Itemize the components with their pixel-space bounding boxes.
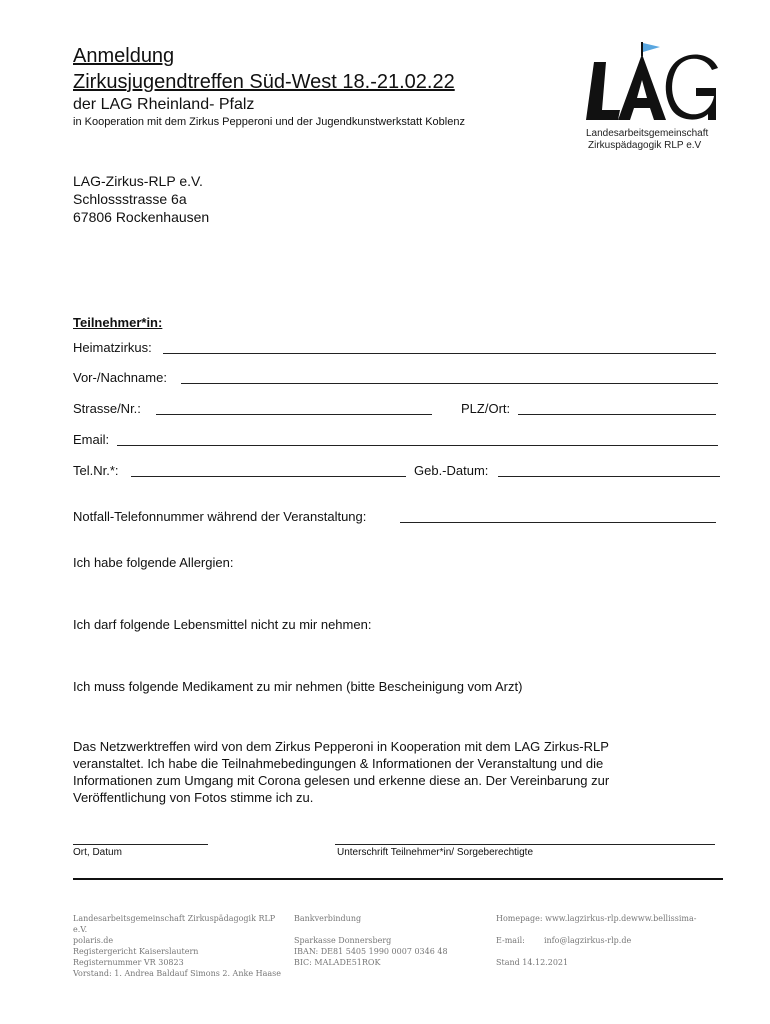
subtitle: der LAG Rheinland- Pfalz bbox=[73, 96, 255, 113]
footer-org-name-cont: polaris.de bbox=[73, 936, 114, 945]
logo-subtitle-2: Zirkuspädagogik RLP e.V bbox=[588, 140, 702, 151]
title-line2: Zirkusjugendtreffen Süd-West 18.-21.02.22 bbox=[73, 71, 455, 93]
footer-stand: Stand 14.12.2021 bbox=[496, 958, 569, 967]
footer-col1 bbox=[73, 913, 288, 979]
lebensmittel-label: Ich darf folgende Lebensmittel nicht zu mir nehmen: bbox=[73, 617, 372, 632]
medikament-label: Ich muss folgende Medikament zu mir nehmen (bitte Bescheinigung vom Arzt) bbox=[73, 679, 523, 694]
strasse-label: Strasse/Nr.: bbox=[73, 401, 141, 416]
name-label: Vor-/Nachname: bbox=[73, 370, 167, 385]
tel-label: Tel.Nr.*: bbox=[73, 463, 119, 478]
signature-field[interactable] bbox=[335, 844, 715, 845]
footer-register-court: Registergericht Kaiserslautern bbox=[73, 947, 199, 956]
footer-col2 bbox=[294, 913, 474, 968]
tel-field[interactable] bbox=[131, 476, 406, 477]
footer-homepage: Homepage: www.lagzirkus-rlp.dewww.bellissima- bbox=[496, 914, 697, 923]
cooperation-note: in Kooperation mit dem Zirkus Pepperoni und der Jugendkunstwerkstatt Koblenz bbox=[73, 116, 465, 128]
strasse-field[interactable] bbox=[156, 414, 432, 415]
address-block bbox=[73, 172, 209, 226]
email-label: Email: bbox=[73, 432, 110, 447]
name-field[interactable] bbox=[181, 383, 718, 384]
participant-heading: Teilnehmer*in: bbox=[73, 315, 163, 330]
footer-bank-heading: Bankverbindung bbox=[294, 914, 362, 923]
place-date-label: Ort, Datum bbox=[73, 847, 122, 858]
notfall-label: Notfall-Telefonnummer während der Veranstaltung: bbox=[73, 509, 367, 524]
lag-logo bbox=[584, 40, 724, 156]
address-line1: LAG-Zirkus-RLP e.V. bbox=[73, 173, 203, 189]
logo-subtitle-1: Landesarbeitsgemeinschaft bbox=[586, 128, 709, 139]
lag-logo-graphic bbox=[584, 40, 724, 124]
footer-board: Vorstand: 1. Andrea Baldauf Simons 2. Anke Haase bbox=[73, 969, 281, 978]
title-line1: Anmeldung bbox=[73, 45, 175, 67]
footer-divider bbox=[73, 878, 723, 880]
footer-bic: BIC: MALADE51ROK bbox=[294, 958, 381, 967]
footer-org-name: Landesarbeitsgemeinschaft Zirkuspädagogik RLP e.V. bbox=[73, 914, 276, 934]
footer-email-label: E-mail: bbox=[496, 936, 525, 945]
consent-text: Das Netzwerktreffen wird von dem Zirkus Pepperoni in Kooperation mit dem LAG Zirkus-RLP veranstaltet. Ich habe die Teilnahmebedingungen & Informationen der Veranstaltung und die Informationen zum Umgang mit Corona gelesen und erkenne diese an. Der Vereinbarung zur Veröffentlichung von Fotos stimme ich zu. bbox=[73, 739, 610, 805]
footer-col3 bbox=[496, 913, 726, 968]
signature-label: Unterschrift Teilnehmer*in/ Sorgeberechtigte bbox=[337, 847, 534, 858]
heimatzirkus-label: Heimatzirkus: bbox=[73, 340, 152, 355]
footer-register-number: Registernummer VR 30823 bbox=[73, 958, 184, 967]
geb-field[interactable] bbox=[498, 476, 720, 477]
place-date-field[interactable] bbox=[73, 844, 208, 845]
address-line2: Schlossstrasse 6a bbox=[73, 191, 187, 207]
footer-email-value[interactable]: info@lagzirkus-rlp.de bbox=[543, 936, 632, 945]
plz-label: PLZ/Ort: bbox=[461, 401, 511, 416]
footer-email bbox=[496, 935, 726, 946]
footer-bank-name: Sparkasse Donnersberg bbox=[294, 936, 392, 945]
email-field[interactable] bbox=[117, 445, 718, 446]
geb-label: Geb.-Datum: bbox=[414, 463, 489, 478]
plz-field[interactable] bbox=[518, 414, 716, 415]
address-line3: 67806 Rockenhausen bbox=[73, 209, 210, 225]
heimatzirkus-field[interactable] bbox=[163, 353, 716, 354]
footer-iban: IBAN: DE81 5405 1990 0007 0346 48 bbox=[294, 947, 448, 956]
allergien-label: Ich habe folgende Allergien: bbox=[73, 555, 234, 570]
flag-icon bbox=[643, 43, 660, 52]
notfall-field[interactable] bbox=[400, 522, 716, 523]
